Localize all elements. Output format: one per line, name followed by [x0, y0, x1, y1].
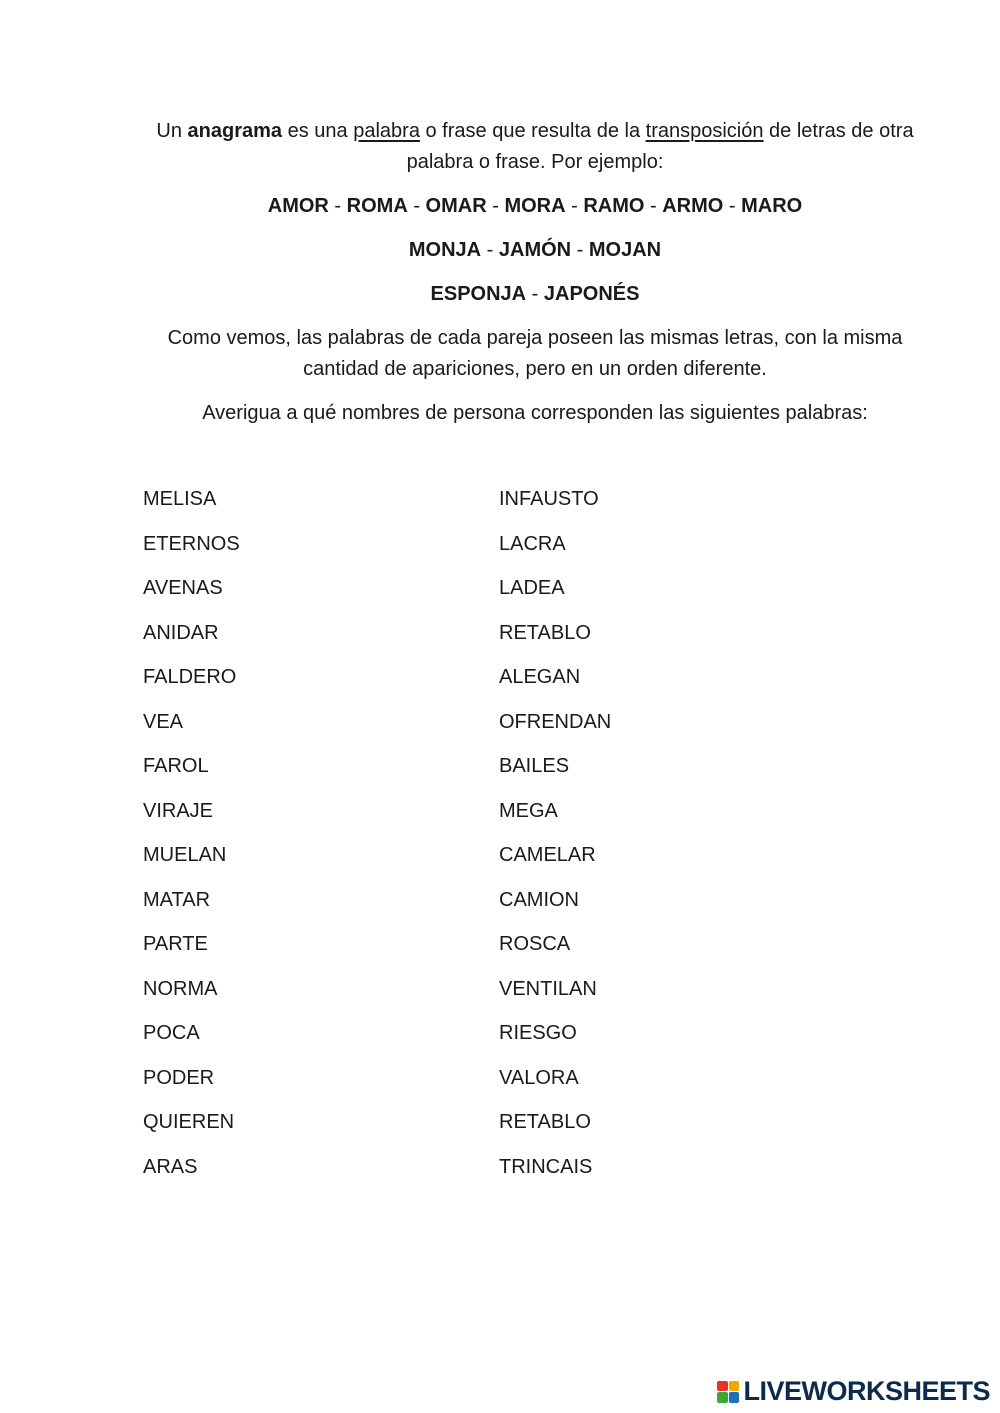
anagram-word: ALEGAN [499, 666, 581, 688]
anagram-word: POCA [143, 1022, 200, 1044]
example-separator: - [723, 195, 742, 217]
anagram-word: OFRENDAN [499, 710, 612, 733]
anagram-word: LACRA [499, 532, 566, 555]
term-palabra: palabra [353, 120, 420, 142]
example-word: ARMO [662, 195, 724, 217]
anagram-word: PODER [143, 1066, 215, 1089]
example-line-3 [140, 279, 930, 310]
example-separator: - [571, 239, 589, 261]
anagram-word: VENTILAN [499, 977, 597, 1000]
example-word: ESPONJA [430, 283, 527, 305]
anagram-word: RIESGO [499, 1022, 577, 1044]
anagram-word: ROSCA [499, 933, 571, 955]
example-word: OMAR [425, 195, 487, 217]
anagram-word: RETABLO [499, 621, 591, 644]
anagram-word: MATAR [143, 888, 211, 911]
word-column-left [143, 484, 240, 1196]
definition-paragraph: Un anagrama es una palabra o frase que resulta de la transposición de letras de otra palabra o frase. Por ejemplo: [156, 120, 914, 173]
anagram-word: AVENAS [143, 577, 223, 599]
anagram-word: RETABLO [499, 1111, 591, 1133]
anagram-word: FAROL [143, 755, 209, 777]
anagram-word: QUIEREN [143, 1111, 235, 1133]
example-separator: - [644, 195, 663, 217]
anagram-word: VIRAJE [143, 799, 214, 822]
anagram-word: ANIDAR [143, 621, 219, 644]
anagram-word: BAILES [499, 755, 570, 777]
example-separator: - [481, 239, 499, 261]
logo-tile [729, 1392, 740, 1403]
anagram-word: MUELAN [143, 844, 227, 866]
example-word: JAMÓN [498, 239, 572, 261]
example-separator: - [328, 195, 347, 217]
logo-tile [717, 1381, 728, 1392]
example-word: AMOR [267, 195, 329, 217]
anagram-word: MELISA [143, 488, 217, 510]
logo-tile [717, 1392, 728, 1403]
logo-tile [729, 1381, 740, 1392]
anagram-word: CAMION [499, 888, 579, 911]
anagram-word: LADEA [499, 577, 565, 599]
example-word: JAPONÉS [543, 283, 640, 305]
brand-name: LIVEWORKSHEETS [743, 1376, 990, 1406]
liveworksheets-brand [717, 1376, 990, 1407]
term-transposicion: transposición [645, 120, 764, 142]
anagram-word: ARAS [143, 1155, 198, 1178]
anagram-word: CAMELAR [499, 844, 596, 866]
anagram-word: ETERNOS [143, 532, 240, 555]
intro-text [140, 116, 930, 429]
example-word: MARO [741, 195, 803, 217]
example-word: MOJAN [588, 239, 662, 261]
example-separator: - [486, 195, 505, 217]
example-line-1 [140, 191, 930, 222]
example-word: MONJA [408, 239, 482, 261]
word-column-right [499, 484, 611, 1196]
example-separator: - [526, 283, 544, 305]
task-instruction: Averigua a qué nombres de persona corresponden las siguientes palabras: [202, 402, 868, 424]
term-anagrama: anagrama [187, 120, 283, 142]
anagram-word: PARTE [143, 933, 208, 955]
example-separator: - [407, 195, 426, 217]
anagram-word: MEGA [499, 799, 558, 822]
anagram-word: NORMA [143, 977, 218, 1000]
explanation-paragraph: Como vemos, las palabras de cada pareja poseen las mismas letras, con la misma cantidad de apariciones, pero en un orden diferente. [167, 327, 903, 380]
liveworksheets-logo-icon [717, 1381, 739, 1403]
example-line-2 [140, 235, 930, 266]
example-word: MORA [504, 195, 566, 217]
anagram-word: TRINCAIS [499, 1155, 593, 1178]
example-word: ROMA [346, 195, 408, 217]
example-word: RAMO [583, 195, 645, 217]
anagram-word: FALDERO [143, 666, 237, 688]
anagram-word: VEA [143, 710, 184, 733]
anagram-word: VALORA [499, 1066, 579, 1089]
anagram-word: INFAUSTO [499, 488, 599, 510]
example-separator: - [565, 195, 584, 217]
